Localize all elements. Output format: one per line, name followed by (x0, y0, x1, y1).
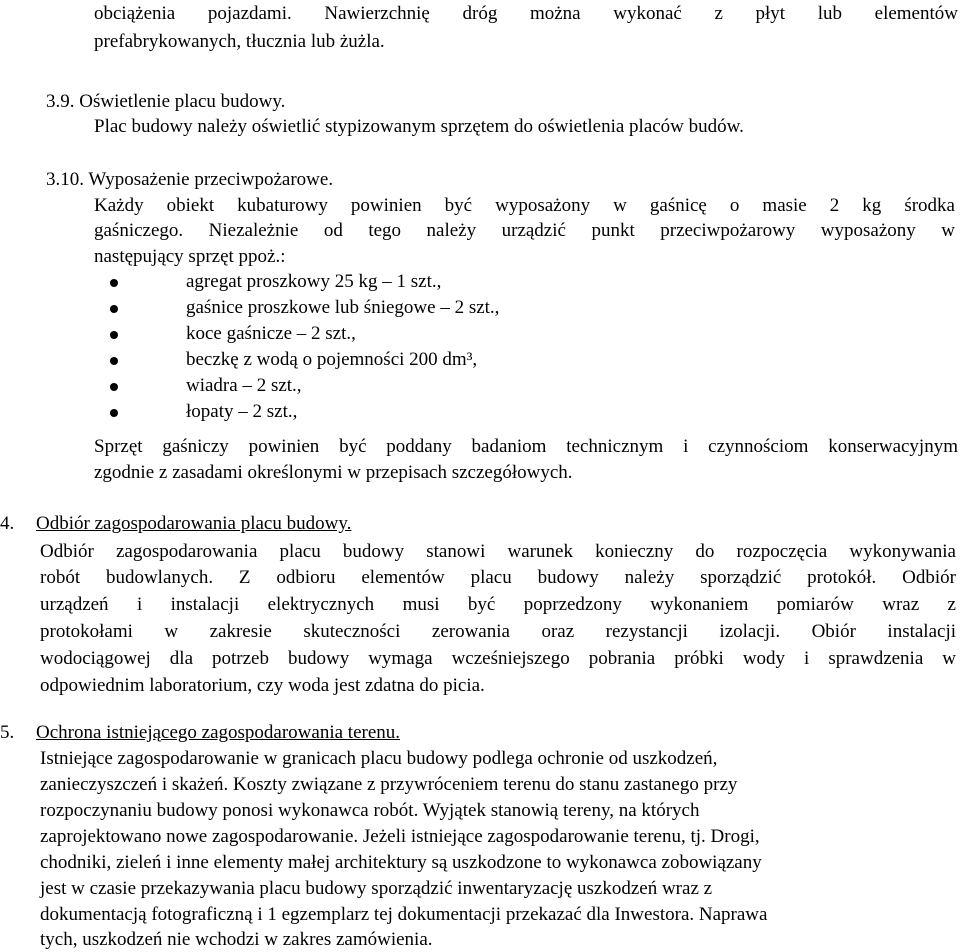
section-heading: Ochrona istniejącego zagospodarowania terenu. (36, 722, 401, 743)
list-item: gaśnice proszkowe lub śniegowe – 2 szt., (186, 297, 500, 318)
text-line: zaprojektowano nowe zagospodarowanie. Jeżeli istniejące zagospodarowanie terenu, tj. Drogi, (40, 826, 760, 847)
list-item: agregat proszkowy 25 kg – 1 szt., (186, 271, 442, 292)
text-line: robót budowlanych. Z odbioru elementów placu budowy należy sporządzić protokół. Odbiór (40, 567, 956, 588)
bullet-icon (110, 357, 118, 365)
text-line: obciążenia pojazdami. Nawierzchnię dróg można wykonać z płyt lub elementów (94, 3, 958, 24)
section-number: 4. (0, 513, 15, 534)
list-item: beczkę z wodą o pojemności 200 dm³, (186, 349, 478, 370)
text-line: protokołami w zakresie skuteczności zerowania oraz rezystancji izolacji. Obiór instalacji (40, 621, 956, 642)
bullet-icon (110, 305, 118, 313)
text-line: następujący sprzęt ppoż.: (94, 246, 286, 267)
text-line: urządzeń i instalacji elektrycznych musi być poprzedzony wykonaniem pomiarów wraz z (40, 594, 956, 615)
text-line: chodniki, zieleń i inne elementy małej architektury są uszkodzone to wykonawca zobowiązany (40, 852, 762, 873)
list-item: łopaty – 2 szt., (186, 401, 298, 422)
section-heading: Odbiór zagospodarowania placu budowy. (36, 513, 352, 534)
bullet-icon (110, 331, 118, 339)
text-line: Odbiór zagospodarowania placu budowy stanowi warunek konieczny do rozpoczęcia wykonywania (40, 541, 956, 562)
list-item: wiadra – 2 szt., (186, 375, 302, 396)
section-heading: 3.10. Wyposażenie przeciwpożarowe. (46, 169, 334, 190)
text-line: Sprzęt gaśniczy powinien być poddany badaniom technicznym i czynnościom konserwacyjnym (94, 436, 958, 457)
bullet-icon (110, 279, 118, 287)
text-line: zgodnie z zasadami określonymi w przepisach szczegółowych. (94, 462, 573, 483)
text-line: rozpoczynaniu budowy ponosi wykonawca robót. Wyjątek stanowią tereny, na których (40, 800, 700, 821)
bullet-icon (110, 383, 118, 391)
text-line: Plac budowy należy oświetlić stypizowanym sprzętem do oświetlenia placów budów. (94, 116, 744, 137)
text-line: wodociągowej dla potrzeb budowy wymaga wcześniejszego pobrania próbki wody i sprawdzenia w (40, 648, 956, 669)
text-line: jest w czasie przekazywania placu budowy sporządzić inwentaryzację uszkodzeń wraz z (40, 878, 713, 899)
text-line: zanieczyszczeń i skażeń. Koszty związane z przywróceniem terenu do stanu zastanego przy (40, 774, 738, 795)
list-item: koce gaśnicze – 2 szt., (186, 323, 356, 344)
text-line: dokumentacją fotograficzną i 1 egzemplarz tej dokumentacji przekazać dla Inwestora. Naprawa (40, 904, 768, 925)
text-line: Każdy obiekt kubaturowy powinien być wyposażony w gaśnicę o masie 2 kg środka (94, 195, 955, 216)
text-line: gaśniczego. Niezależnie od tego należy urządzić punkt przeciwpożarowy wyposażony w (94, 220, 955, 241)
text-line: tych, uszkodzeń nie wchodzi w zakres zamówienia. (40, 929, 433, 950)
bullet-icon (110, 409, 118, 417)
text-line: Istniejące zagospodarowanie w granicach placu budowy podlega ochronie od uszkodzeń, (40, 748, 718, 769)
text-line: odpowiednim laboratorium, czy woda jest zdatna do picia. (40, 675, 485, 696)
section-heading: 3.9. Oświetlenie placu budowy. (46, 91, 286, 112)
text-line: prefabrykowanych, tłucznia lub żużla. (94, 31, 385, 52)
section-number: 5. (0, 722, 15, 743)
